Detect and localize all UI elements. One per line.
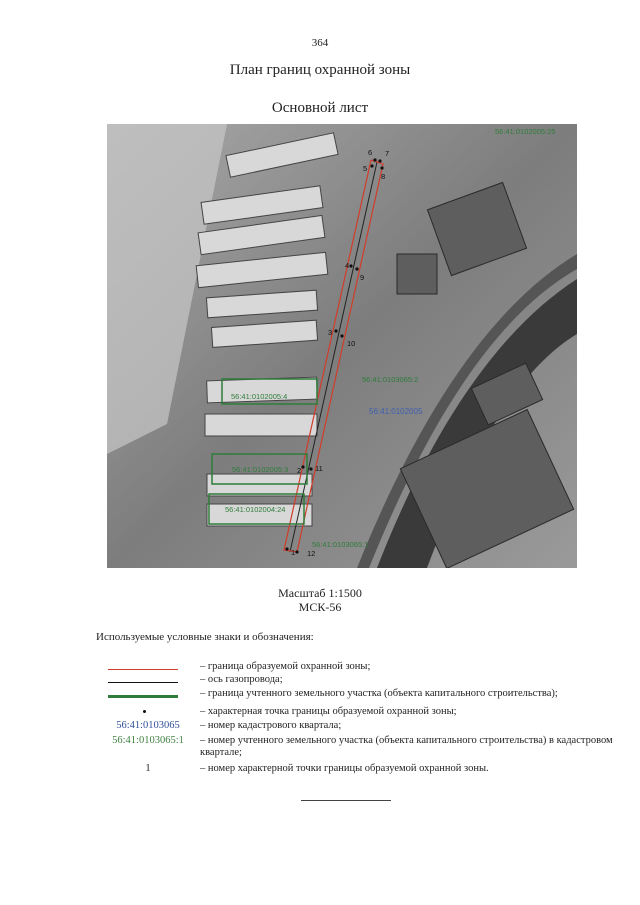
point-label-11: 11 <box>315 464 323 473</box>
parcel-label-1: 56:41:0102005:25 <box>495 127 556 136</box>
point-number-symbol: 1 <box>145 763 151 774</box>
parcel-label-6: 56:41:0103065:1 <box>312 540 369 549</box>
legend-text: – граница образуемой охранной зоны; <box>200 661 371 672</box>
point-label-10: 10 <box>347 339 356 348</box>
map-scale: Масштаб 1:1500 <box>278 586 362 600</box>
parcel-label-2: 56:41:0102005:4 <box>231 392 288 401</box>
point-label-2: 2 <box>297 466 302 475</box>
parcel-label-4: 56:41:0102005:3 <box>232 465 289 474</box>
parcel-label-3: 56:41:0103065:2 <box>362 375 419 384</box>
point-label-7: 7 <box>385 149 390 158</box>
quarter-label-0102005: 56:41:0102005 <box>369 407 423 416</box>
point-label-1: 1 <box>291 548 296 557</box>
point-label-5: 5 <box>363 164 368 173</box>
point-label-9: 9 <box>360 273 365 282</box>
point-label-3: 3 <box>328 328 333 337</box>
parcel-number-symbol: 56:41:0103065:1 <box>112 735 184 746</box>
coordinate-system: МСК-56 <box>298 600 342 614</box>
aerial-map <box>107 124 577 568</box>
legend-text: – номер кадастрового квартала; <box>200 720 342 731</box>
document-title: План границ охранной зоны <box>229 62 411 78</box>
legend-heading: Используемые условные знаки и обозначения: <box>96 631 314 643</box>
legend-text: – номер характерной точки границы образуемой охранной зоны. <box>200 763 489 774</box>
point-label-6: 6 <box>368 148 373 157</box>
bottom-divider <box>301 800 391 801</box>
sheet-title: Основной лист <box>271 100 369 116</box>
parcel-label-5: 56:41:0102004:24 <box>225 505 286 514</box>
point-label-8: 8 <box>381 172 386 181</box>
point-label-12: 12 <box>307 549 316 558</box>
aerial-photo <box>107 124 577 568</box>
legend-text: – характерная точка границы образуемой охранной зоны; <box>200 706 457 717</box>
legend-text: – номер учтенного земельного участка (объекта капитального строительства) в кадастровом квартале; <box>200 735 613 758</box>
point-label-4: 4 <box>345 261 350 270</box>
page-number: 364 <box>311 37 329 49</box>
quarter-number-symbol: 56:41:0103065 <box>116 720 180 731</box>
legend-text: – граница учтенного земельного участка (объекта капитального строительства); <box>200 688 558 699</box>
legend-text: – ось газопровода; <box>200 674 283 685</box>
